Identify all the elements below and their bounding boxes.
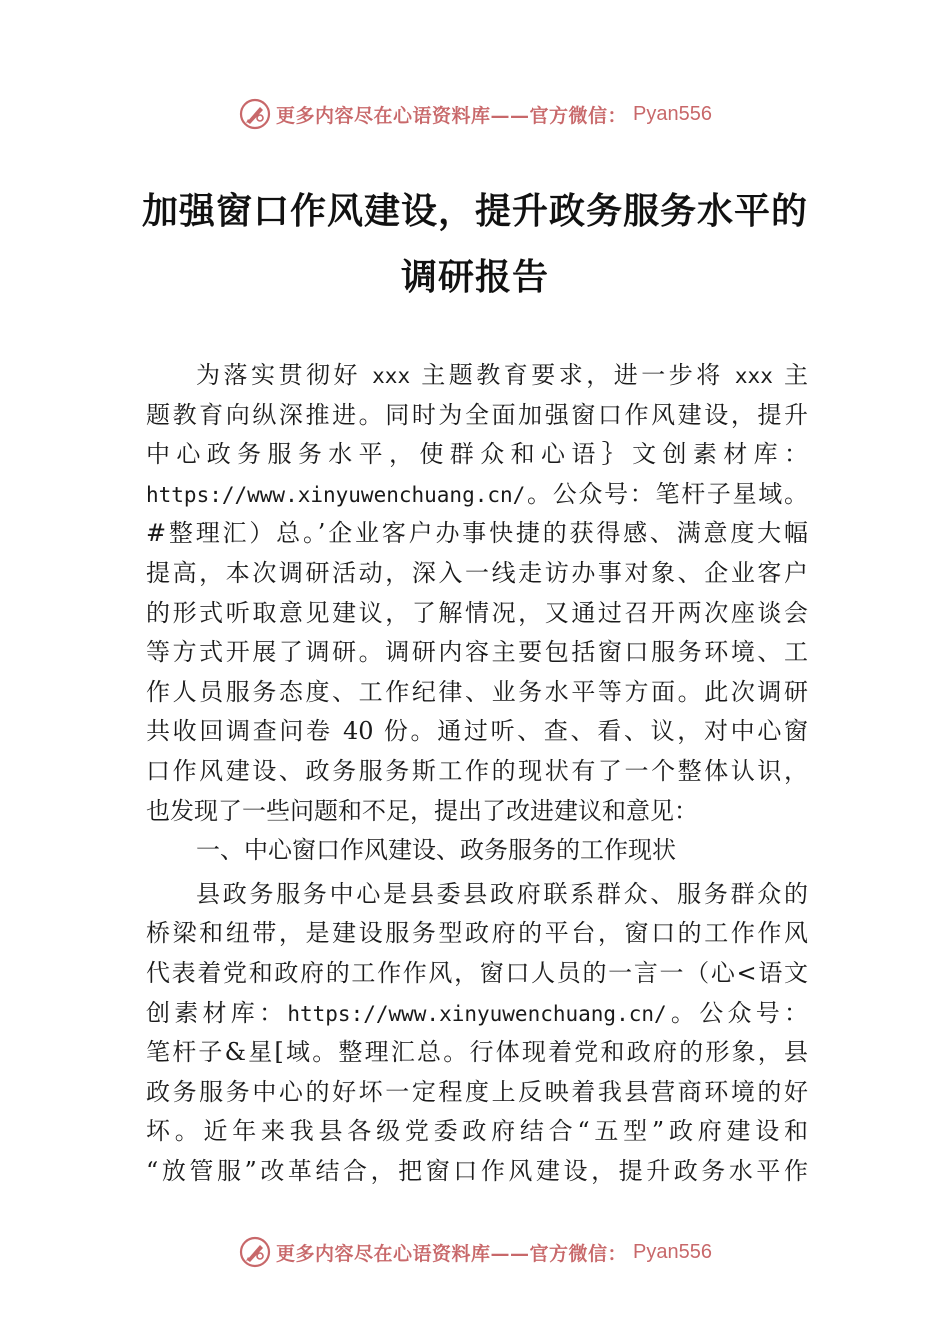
- header-banner: [0, 94, 950, 134]
- title-line-2: 调研报告: [400, 256, 549, 298]
- paragraph-line: 坏。近年来我县各级党委政府结合“五型”政府建设和: [146, 1117, 808, 1146]
- paragraph-line: 提高，本次调研活动，深入一线走访办事对象、企业客户: [146, 558, 808, 587]
- paragraph-line: 为落实贯彻好 xxx 主题教育要求，进一步将 xxx 主: [196, 361, 808, 389]
- paragraph-line: https://www.xinyuwenchuang.cn/。公众号：笔杆子星域。: [146, 479, 808, 508]
- footer-banner: [0, 1232, 950, 1272]
- pen-logo-icon: [238, 1235, 272, 1269]
- paragraph-line: 县政务服务中心是县委县政府联系群众、服务群众的: [196, 879, 808, 908]
- paragraph-line: 桥梁和纽带，是建设服务型政府的平台，窗口的工作作风: [146, 919, 808, 948]
- paragraph-line: 题教育向纵深推进。同时为全面加强窗口作风建设，提升: [146, 400, 808, 429]
- banner-slogan: 更多内容尽在心语资料库——官方微信：: [276, 104, 628, 127]
- document-body: [146, 356, 808, 1191]
- banner-slogan: 更多内容尽在心语资料库——官方微信：: [276, 1242, 628, 1265]
- paragraph-line: 中心政务服务水平，使群众和心语｝文创素材库：: [146, 440, 808, 469]
- paragraph-line: “放管服”改革结合，把窗口作风建设，提升政务水平作: [146, 1156, 808, 1185]
- paragraph-line: 的形式听取意见建议，了解情况，又通过召开两次座谈会: [146, 598, 808, 627]
- banner-wechat-id: Pyan556: [633, 1240, 712, 1263]
- paragraph-line: 也发现了一些问题和不足，提出了改进建议和意见：: [146, 796, 698, 825]
- paragraph-line: 笔杆子&星[域。整理汇总。行体现着党和政府的形象，县: [146, 1038, 808, 1067]
- paragraph-line: 共收回调查问卷 40 份。通过听、查、看、议，对中心窗: [146, 717, 808, 746]
- banner-wechat-id: Pyan556: [633, 102, 712, 125]
- paragraph-line: 创素材库：https://www.xinyuwenchuang.cn/。公众号：: [146, 998, 809, 1027]
- paragraph-line: #整理汇）总。’企业客户办事快捷的获得感、满意度大幅: [146, 519, 808, 548]
- paragraph-line: 口作风建设、政务服务斯工作的现状有了一个整体认识，: [146, 756, 808, 785]
- paragraph-line: 代表着党和政府的工作作风，窗口人员的一言一（心<语文: [146, 958, 808, 987]
- title-line-1: 加强窗口作风建设，提升政务服务水平的: [141, 190, 808, 232]
- document-title: [100, 178, 850, 310]
- paragraph-line: 等方式开展了调研。调研内容主要包括窗口服务环境、工: [146, 638, 808, 667]
- section-heading: 一、中心窗口作风建设、政务服务的工作现状: [196, 836, 676, 865]
- paragraph-line: 政务服务中心的好坏一定程度上反映着我县营商环境的好: [146, 1077, 808, 1106]
- paragraph-line: 作人员服务态度、工作纪律、业务水平等方面。此次调研: [146, 677, 808, 706]
- pen-logo-icon: [238, 97, 272, 131]
